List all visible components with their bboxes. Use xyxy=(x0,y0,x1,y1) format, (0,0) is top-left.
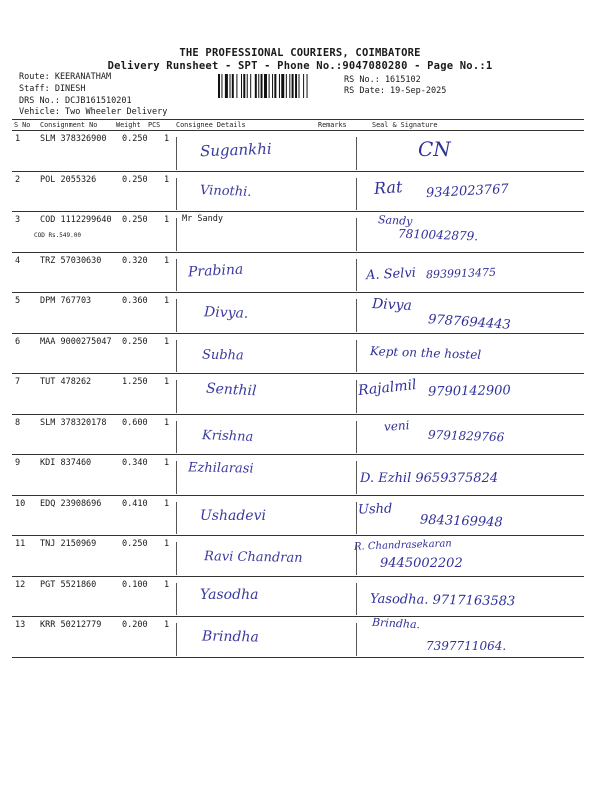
row-rule xyxy=(12,171,584,172)
row-weight: 0.100 xyxy=(122,579,148,590)
row-rule xyxy=(12,373,584,374)
cell-divider xyxy=(176,502,177,535)
row-sno: 1 xyxy=(15,134,21,144)
handwritten-phone: 9787694443 xyxy=(427,312,512,333)
handwritten-phone: 7810042879. xyxy=(397,226,479,244)
barcode-bar xyxy=(243,74,245,98)
rs-number: RS No.: 1615102 xyxy=(344,75,421,85)
row-weight: 0.250 xyxy=(122,174,148,185)
row-weight: 0.600 xyxy=(122,417,148,428)
handwritten-signature: Divya xyxy=(371,295,413,315)
handwritten-phone: 9843169948 xyxy=(419,512,503,530)
cell-divider xyxy=(176,178,177,211)
barcode-bar xyxy=(232,74,234,98)
staff-label: Staff: DINESH xyxy=(19,84,86,94)
handwritten-consignee: Yasodha xyxy=(200,586,259,603)
cell-divider xyxy=(176,583,177,616)
cell-divider xyxy=(356,178,357,211)
runsheet-subtitle: Delivery Runsheet - SPT - Phone No.:9047080280 - Page No.:1 xyxy=(107,60,493,72)
handwritten-phone: 8939913475 xyxy=(425,265,497,281)
barcode-bar xyxy=(247,74,248,98)
table-header-rule xyxy=(12,130,584,131)
row-consignment-no: KRR 50212779 xyxy=(40,620,102,630)
row-pcs: 1 xyxy=(164,215,170,225)
barcode-bar xyxy=(292,74,294,98)
row-consignment-no: KDI 837460 xyxy=(40,458,92,468)
row-consignment-no: TNJ 2150969 xyxy=(40,539,97,549)
handwritten-phone: 9445002202 xyxy=(380,556,463,571)
row-rule xyxy=(12,211,584,212)
row-sno: 7 xyxy=(15,377,21,387)
vehicle-label: Vehicle: Two Wheeler Delivery xyxy=(19,107,168,117)
handwritten-consignee: Divya. xyxy=(203,304,249,322)
handwritten-consignee: Prabina xyxy=(187,261,244,280)
row-consignment-no: EDQ 23908696 xyxy=(40,498,102,509)
col-weight: Weight xyxy=(116,121,141,129)
col-pcs: PCS xyxy=(148,121,161,129)
barcode-bar xyxy=(258,74,259,98)
row-pcs: 1 xyxy=(164,458,170,468)
row-weight: 0.200 xyxy=(122,620,148,630)
handwritten-consignee: Senthil xyxy=(205,380,257,400)
cell-divider xyxy=(176,421,177,454)
cell-divider xyxy=(176,137,177,170)
row-rule xyxy=(12,657,584,658)
barcode-bar xyxy=(255,74,257,98)
cell-divider xyxy=(176,461,177,494)
row-weight: 0.360 xyxy=(122,296,148,306)
rs-date: RS Date: 19-Sep-2025 xyxy=(344,86,447,96)
row-sno: 2 xyxy=(15,174,21,185)
row-sno: 3 xyxy=(15,215,21,225)
col-remarks: Remarks xyxy=(318,121,347,129)
handwritten-signature: R. Chandrasekaran xyxy=(353,538,452,553)
barcode-bar xyxy=(261,74,263,98)
row-consignment-no: COD 1112299640 xyxy=(40,215,112,225)
row-weight: 0.340 xyxy=(122,458,148,468)
row-pcs: 1 xyxy=(164,255,170,266)
barcode-bar xyxy=(303,74,304,98)
row-pcs: 1 xyxy=(164,336,170,347)
col-sno: S No xyxy=(14,121,31,129)
cell-divider xyxy=(356,461,357,494)
barcode-bar xyxy=(236,74,237,98)
cell-divider xyxy=(356,259,357,292)
barcode-bar xyxy=(295,74,297,98)
row-sno: 11 xyxy=(15,539,26,549)
route-label: Route: KEERANATHAM xyxy=(19,72,112,82)
barcode-bar xyxy=(299,74,300,98)
cell-divider xyxy=(176,623,177,656)
cell-divider xyxy=(176,259,177,292)
barcode-bar xyxy=(281,74,284,98)
barcode-bar xyxy=(274,74,276,98)
row-weight: 0.320 xyxy=(122,255,148,266)
handwritten-phone: 9342023767 xyxy=(425,181,510,201)
row-cod-amount: COD Rs.549.00 xyxy=(34,232,81,239)
handwritten-signature: D. Ezhil 9659375824 xyxy=(360,471,499,486)
barcode-bar xyxy=(250,74,251,98)
barcode-bar xyxy=(269,74,270,98)
handwritten-signature: Brindha. xyxy=(371,615,421,632)
row-consignment-no: SLM 378320178 xyxy=(40,417,107,428)
row-weight: 0.250 xyxy=(122,539,148,549)
row-rule xyxy=(12,495,584,496)
row-consignment-no: DPM 767703 xyxy=(40,296,92,306)
barcode-bar xyxy=(218,74,220,98)
col-seal-signature: Seal & Signature xyxy=(372,121,438,129)
row-sno: 5 xyxy=(15,296,21,306)
handwritten-signature: Ushd xyxy=(357,500,393,518)
barcode-bar xyxy=(289,74,290,98)
handwritten-signature: CN xyxy=(418,137,451,161)
handwritten-consignee: Krishna xyxy=(201,427,254,445)
row-pcs: 1 xyxy=(164,579,170,590)
handwritten-consignee: Ravi Chandran xyxy=(203,549,303,566)
barcode-image xyxy=(218,74,338,98)
row-rule xyxy=(12,535,584,536)
row-rule xyxy=(12,292,584,293)
row-sno: 6 xyxy=(15,336,21,347)
row-pcs: 1 xyxy=(164,417,170,428)
handwritten-consignee: Sugankhi xyxy=(199,139,272,161)
barcode-bar xyxy=(264,74,267,98)
company-title: THE PROFESSIONAL COURIERS, COIMBATORE xyxy=(179,47,421,59)
row-sno: 13 xyxy=(15,620,26,630)
handwritten-phone: 9791829766 xyxy=(427,427,505,444)
handwritten-signature: Rajalmil xyxy=(357,376,418,400)
row-pcs: 1 xyxy=(164,134,170,144)
cell-divider xyxy=(176,340,177,373)
cell-divider xyxy=(356,137,357,170)
row-pcs: 1 xyxy=(164,296,170,306)
cell-divider xyxy=(356,583,357,616)
cell-divider xyxy=(356,218,357,251)
row-consignment-no: MAA 9000275047 xyxy=(40,336,112,347)
table-top-rule xyxy=(12,119,584,120)
handwritten-signature: veni xyxy=(383,417,410,434)
row-pcs: 1 xyxy=(164,174,170,185)
handwritten-signature: Kept on the hostel xyxy=(369,343,482,362)
row-rule xyxy=(12,454,584,455)
cell-divider xyxy=(176,218,177,251)
row-pcs: 1 xyxy=(164,620,170,630)
row-consignment-no: TRZ 57030630 xyxy=(40,255,102,266)
barcode-bar xyxy=(221,74,222,98)
row-sno: 9 xyxy=(15,458,21,468)
handwritten-consignee: Vinothi. xyxy=(199,182,252,200)
row-pcs: 1 xyxy=(164,377,170,387)
cell-divider xyxy=(356,340,357,373)
row-consignment-no: POL 2055326 xyxy=(40,174,97,185)
barcode-bar xyxy=(272,74,273,98)
row-rule xyxy=(12,252,584,253)
row-sno: 12 xyxy=(15,579,26,590)
handwritten-signature: Rat xyxy=(373,176,404,198)
barcode-bar xyxy=(279,74,280,98)
barcode-bar xyxy=(286,74,287,98)
cell-divider xyxy=(356,502,357,535)
handwritten-consignee: Ezhilarasi xyxy=(187,460,254,477)
cell-divider xyxy=(356,421,357,454)
row-weight: 0.410 xyxy=(122,498,148,509)
row-weight: 0.250 xyxy=(122,336,148,347)
cell-divider xyxy=(356,299,357,332)
row-sno: 4 xyxy=(15,255,21,266)
row-pcs: 1 xyxy=(164,539,170,549)
handwritten-phone: 7397711064. xyxy=(426,639,507,653)
handwritten-consignee: Subha xyxy=(201,347,244,363)
handwritten-signature: A. Selvi xyxy=(365,265,417,283)
col-consignment: Consignment No xyxy=(40,121,98,129)
row-rule xyxy=(12,576,584,577)
row-sno: 10 xyxy=(15,498,26,509)
handwritten-signature: Yasodha. 9717163583 xyxy=(369,591,516,609)
drs-number: DRS No.: DCJB161510201 xyxy=(19,96,132,106)
row-weight: 0.250 xyxy=(122,134,148,144)
row-sno: 8 xyxy=(15,417,21,428)
row-consignment-no: SLM 378326900 xyxy=(40,134,107,144)
handwritten-signature: Sandy xyxy=(377,213,413,228)
row-consignment-no: TUT 478262 xyxy=(40,377,92,387)
row-pcs: 1 xyxy=(164,498,170,509)
cell-divider xyxy=(356,623,357,656)
row-consignment-no: PGT 5521860 xyxy=(40,579,97,590)
row-consignee-name: Mr Sandy xyxy=(182,214,223,224)
cell-divider xyxy=(176,542,177,575)
handwritten-phone: 9790142900 xyxy=(427,383,511,400)
row-rule xyxy=(12,616,584,617)
barcode-bar xyxy=(230,74,231,98)
handwritten-consignee: Ushadevi xyxy=(200,507,266,524)
row-weight: 0.250 xyxy=(122,215,148,225)
barcode-bar xyxy=(307,74,308,98)
row-rule xyxy=(12,333,584,334)
row-rule xyxy=(12,414,584,415)
cell-divider xyxy=(176,299,177,332)
cell-divider xyxy=(176,380,177,413)
col-consignee: Consignee Details xyxy=(176,121,246,129)
barcode-bar xyxy=(241,74,242,98)
row-weight: 1.250 xyxy=(122,377,148,387)
barcode-bar xyxy=(225,74,228,98)
handwritten-consignee: Brindha xyxy=(201,628,259,646)
